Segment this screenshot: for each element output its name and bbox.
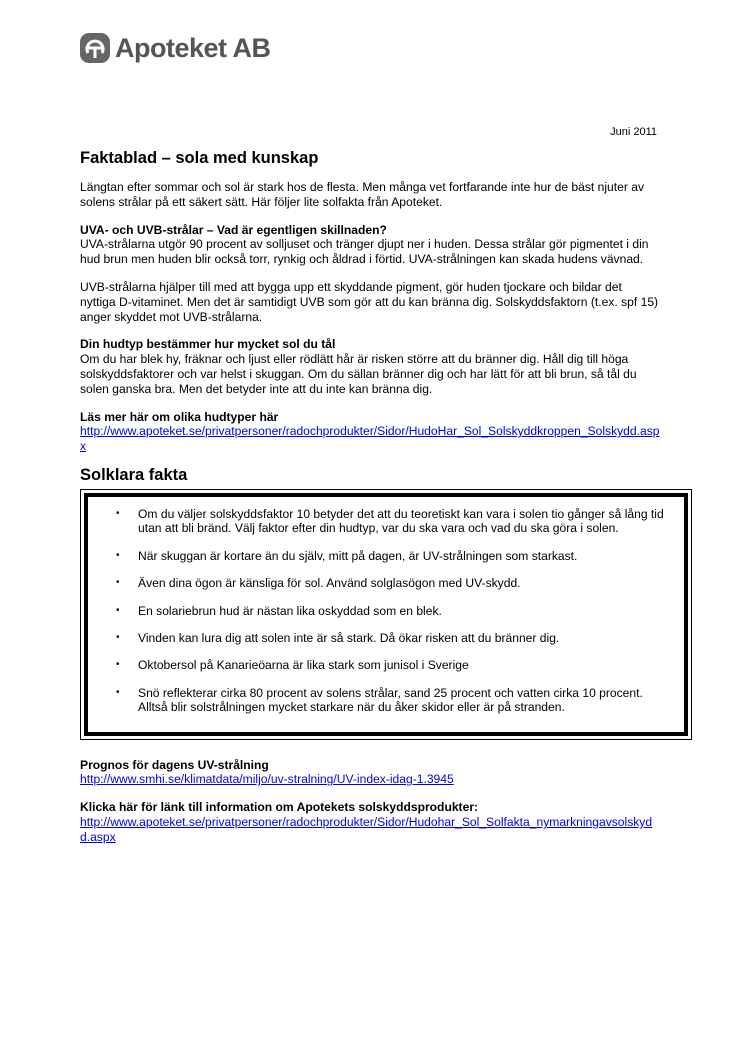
hudtyper-link[interactable]: http://www.apoteket.se/privatpersoner/radochprodukter/Sidor/HudoHar_Sol_Solskyddkroppen_Solskydd.aspx xyxy=(80,424,660,454)
apoteket-logo-icon xyxy=(80,33,110,63)
page-title: Faktablad – sola med kunskap xyxy=(80,149,319,167)
uva-section xyxy=(80,223,660,267)
smhi-link[interactable]: http://www.smhi.se/klimatdata/miljo/uv-stralning/UV-index-idag-1.3945 xyxy=(80,772,454,787)
uva-heading: UVA- och UVB-strålar – Vad är egentligen skillnaden? xyxy=(80,222,387,237)
fact-item: • Oktobersol på Kanarieöarna är lika stark som junisol i Sverige xyxy=(138,658,674,672)
prognos-section xyxy=(80,758,660,788)
fact-item: • När skuggan är kortare än du själv, mitt på dagen, är UV-strålningen som starkast. xyxy=(138,549,674,563)
lasmer-section xyxy=(80,410,660,454)
document-body xyxy=(80,148,664,845)
logo-wordmark: Apoteket AB xyxy=(115,33,271,63)
lasmer-heading: Läs mer här om olika hudtyper här xyxy=(80,409,279,424)
hudtyp-heading: Din hudtyp bestämmer hur mycket sol du tål xyxy=(80,337,336,352)
uva-paragraph: UVA-strålarna utgör 90 procent av solljuset och tränger djupt ner i huden. Dessa strålar gör pigmentet i din hud brun men huden blir också torr, rynkig och åldrad i förtid. UVA-strålningen kan skada hudens vävnad. xyxy=(80,237,649,267)
fact-item: • Även dina ögon är känsliga för sol. Använd solglasögon med UV-skydd. xyxy=(138,576,674,590)
solklara-heading: Solklara fakta xyxy=(80,465,188,484)
uvb-paragraph: UVB-strålarna hjälper till med att bygga upp ett skyddande pigment, gör huden tjockare och bildar det nyttiga D-vitaminet. Men det är samtidigt UVB som gör att du kan bränna dig. Solskyddsfaktorn (t.ex. spf 15) anger skyddet mot UVB-strålarna. xyxy=(80,279,659,324)
prognos-heading: Prognos för dagens UV-strålning xyxy=(80,757,269,772)
produkter-section xyxy=(80,800,660,844)
solklara-fact-box xyxy=(84,493,688,736)
fact-item: • Vinden kan lura dig att solen inte är så stark. Då ökar risken att du bränner dig. xyxy=(138,631,674,645)
fact-list xyxy=(108,507,674,715)
fact-item: • Snö reflekterar cirka 80 procent av solens strålar, sand 25 procent och vatten cirka 10 procent. Alltså blir solstrålningen mycket starkare när du åker skidor eller är på stranden. xyxy=(138,686,674,715)
intro-paragraph: Längtan efter sommar och sol är stark hos de flesta. Men många vet fortfarande inte hur de bäst njuter av solens strålar på ett säkert sätt. Här följer lite solfakta från Apoteket. xyxy=(80,180,645,209)
document-date: Juni 2011 xyxy=(610,126,657,138)
produkter-heading: Klicka här för länk till information om Apotekets solskyddsprodukter: xyxy=(80,800,479,815)
fact-item: • Om du väljer solskyddsfaktor 10 betyder det att du teoretiskt kan vara i solen tio gånger så lång tid utan att bli bränd. Välj faktor efter din hudtyp, var du ska vara och vad du ska göra i solen. xyxy=(138,507,674,536)
fact-item: • En solariebrun hud är nästan lika oskyddad som en blek. xyxy=(138,604,674,618)
apoteket-logo xyxy=(80,33,271,63)
hudtyp-paragraph: Om du har blek hy, fräknar och ljust eller rödlätt hår är risken större att du bränner dig. Håll dig till höga solskyddsfaktorer och var helst i skuggan. Om du sällan bränner dig och har lätt för att bli brun, så tål du solen ganska bra. Men det betyder inte att du inte kan bränna dig. xyxy=(80,352,637,396)
hudtyp-section xyxy=(80,337,660,396)
solskydd-link[interactable]: http://www.apoteket.se/privatpersoner/radochprodukter/Sidor/Hudohar_Sol_Solfakta_nymarkningavsolskydd.aspx xyxy=(80,815,653,844)
